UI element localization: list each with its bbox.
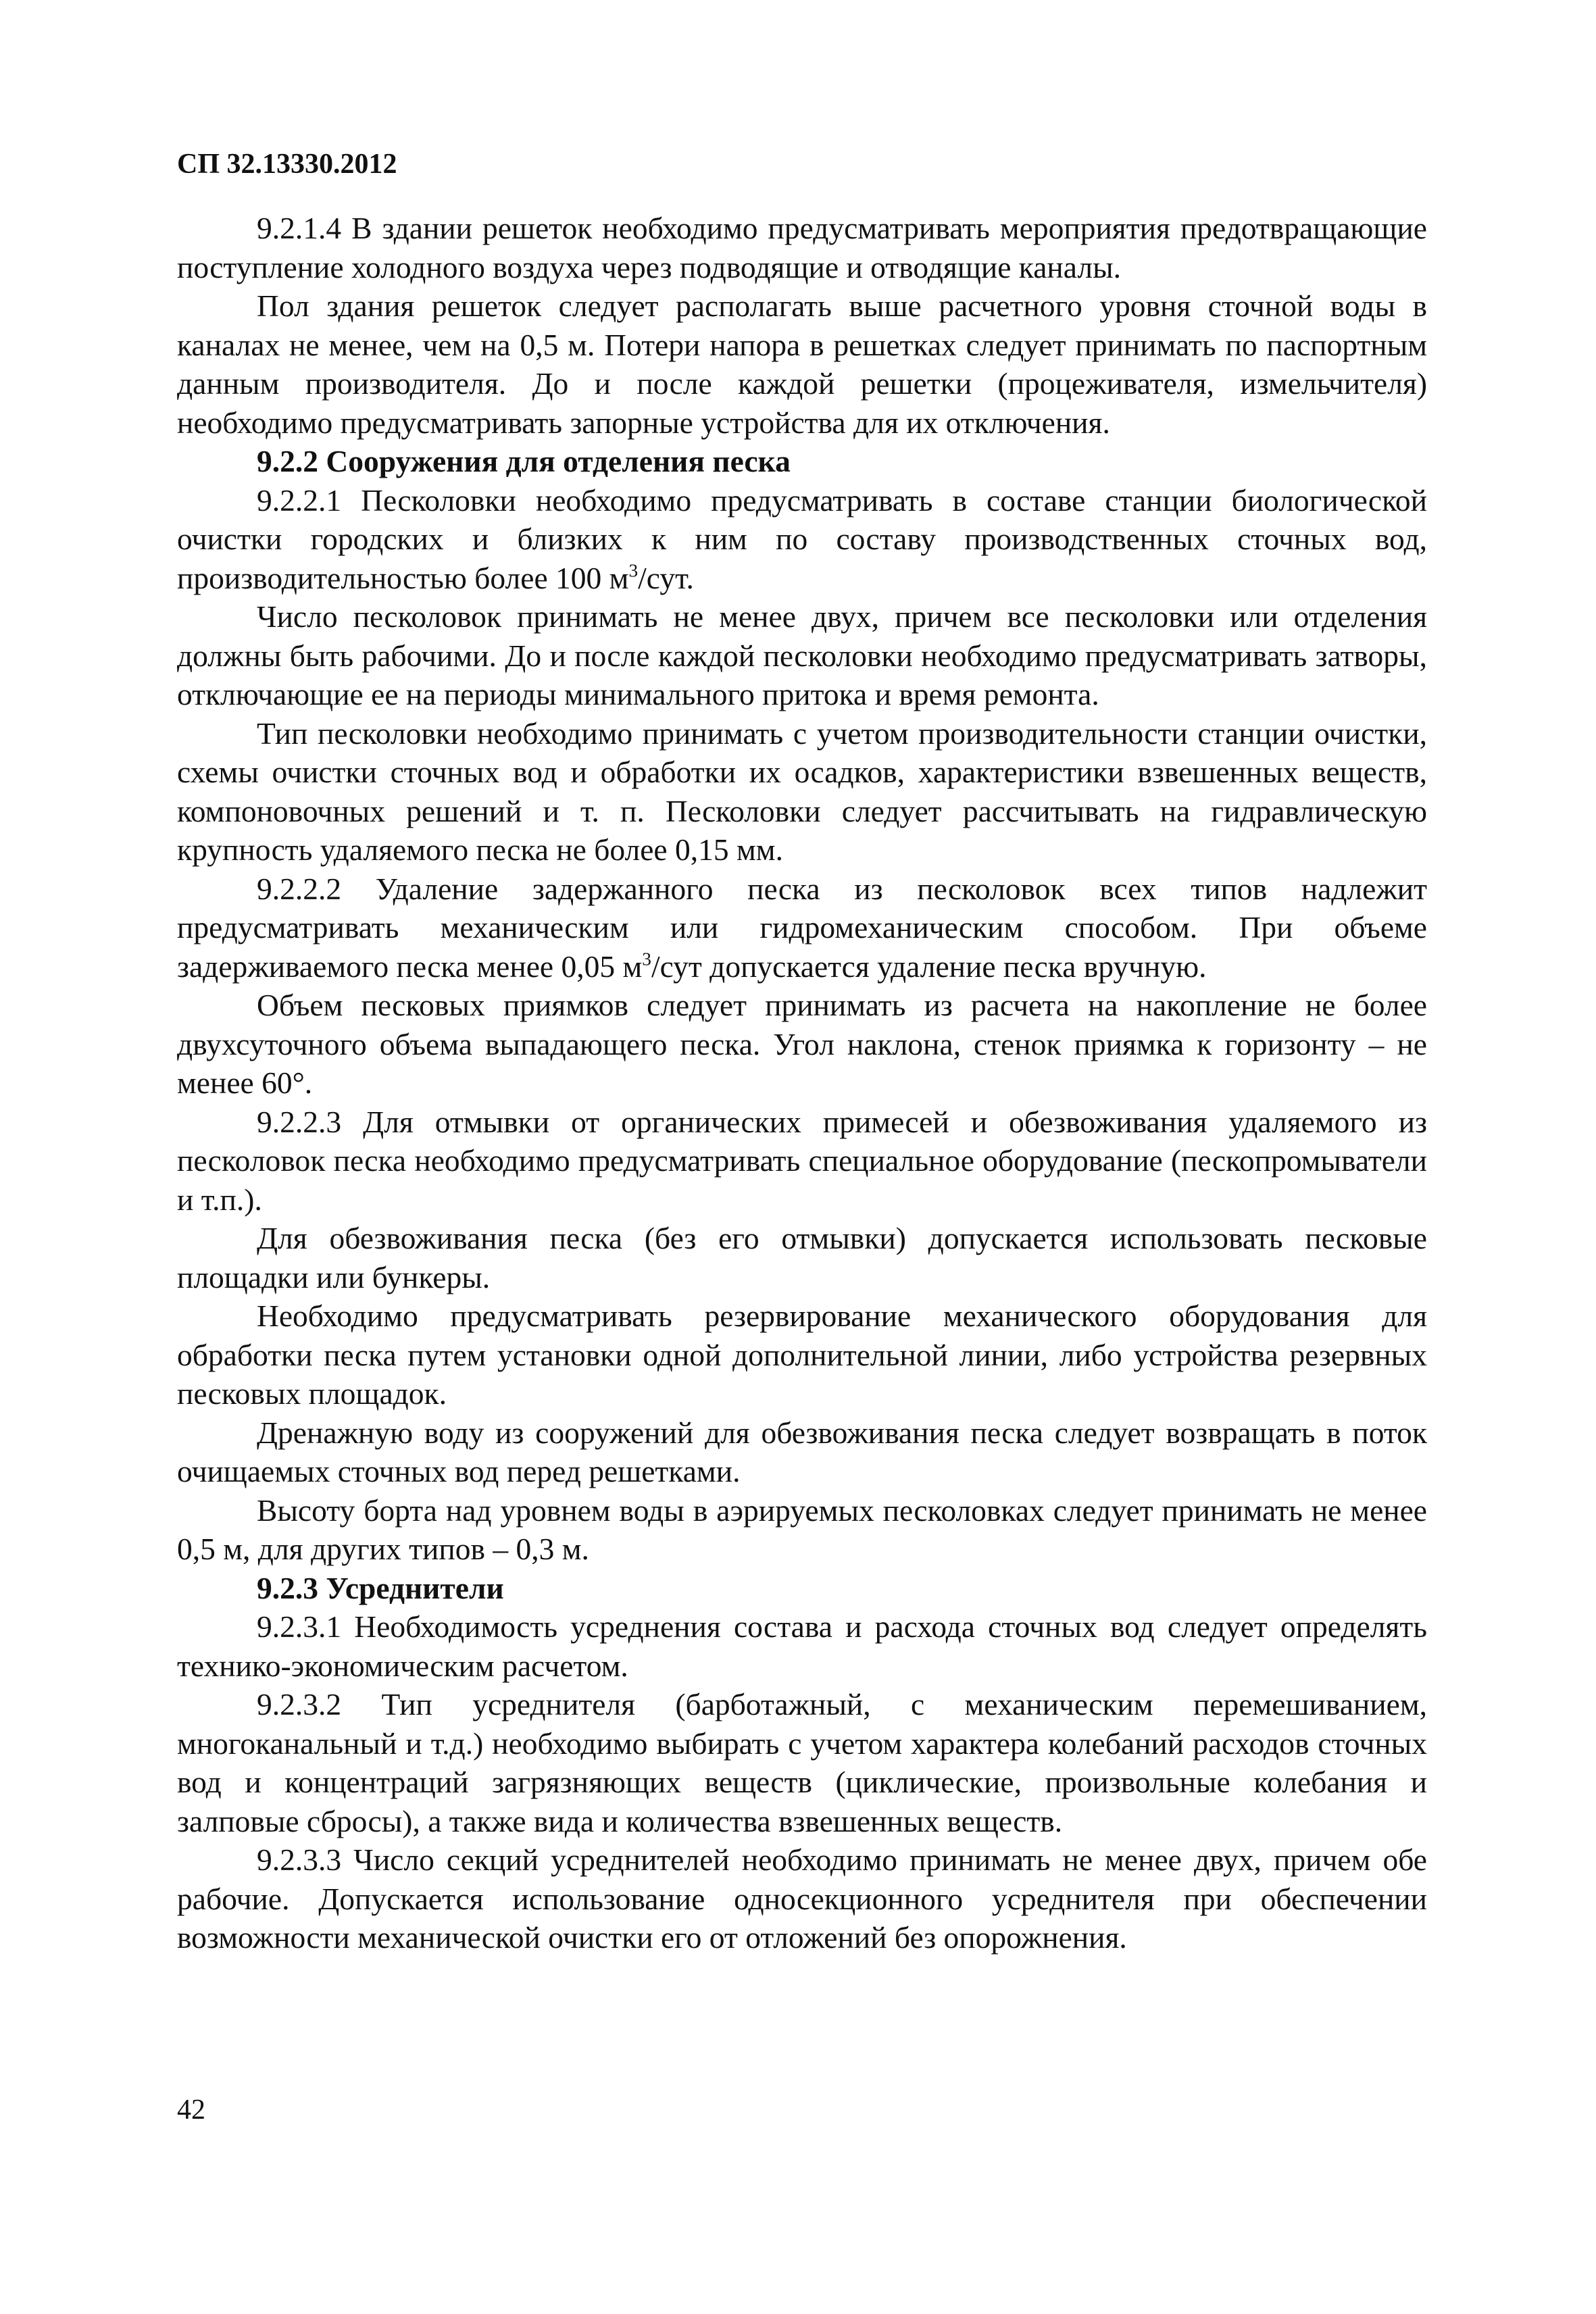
- section-heading: 9.2.2 Сооружения для отделения песка: [257, 444, 791, 478]
- superscript: 3: [628, 559, 639, 580]
- paragraph: Высоту борта над уровнем воды в аэрируемых песколовках следует принимать не менее 0,5 м, для других типов – 0,3 м.: [177, 1492, 1427, 1566]
- page-number: 42: [177, 2094, 205, 2126]
- paragraph: Объем песковых приямков следует принимать из расчета на накопление не более двухсуточного объема выпадающего песка. Угол наклона, стенок приямка к горизонту – не менее 60°.: [177, 988, 1427, 1100]
- paragraph: 9.2.3.1 Необходимость усреднения состава и расхода сточных вод следует определять технико-экономическим расчетом.: [177, 1609, 1427, 1683]
- paragraph: 9.2.2.1 Песколовки необходимо предусматривать в составе станции биологической очистки городских и близких к ним по составу производственных сточных вод, производительностью более 100 $м^3$/сут.: [177, 482, 1427, 595]
- paragraph: 9.2.3.2 Тип усреднителя (барботажный, с механическим перемешиванием, многоканальный и т.д.) необходимо выбирать с учетом характера колебаний расходов сточных вод и концентраций загрязняющих веществ (циклические, произвольные колебания и залповые сбросы), а также вида и количества взвешенных веществ.: [177, 1687, 1427, 1838]
- document-body: [177, 209, 1427, 1957]
- section-heading: 9.2.3 Усреднители: [257, 1570, 504, 1605]
- paragraph: 9.2.3.3 Число секций усреднителей необходимо принимать не менее двух, причем обе рабочие. Допускается использование односекционного усреднителя при обеспечении возможности механической очистки его от отложений без опорожнения.: [177, 1842, 1427, 1955]
- paragraph: Для обезвоживания песка (без его отмывки) допускается использовать песковые площадки или бункеры.: [177, 1221, 1427, 1294]
- paragraph: Число песколовок принимать не менее двух, причем все песколовки или отделения должны быть рабочими. До и после каждой песколовки необходимо предусматривать затворы, отключающие ее на периоды минимального притока и время ремонта.: [177, 599, 1427, 711]
- document-page: [177, 145, 1427, 1957]
- paragraph: Пол здания решеток следует располагать выше расчетного уровня сточной воды в каналах не менее, чем на 0,5 м. Потери напора в решетках следует принимать по паспортным данным производителя. До и после каждой решетки (процеживателя, измельчителя) необходимо предусматривать запорные устройства для их отключения.: [177, 288, 1427, 440]
- paragraph: Тип песколовки необходимо принимать с учетом производительности станции очистки, схемы очистки сточных вод и обработки их осадков, характеристики взвешенных веществ, компоновочных решений и т. п. Песколовки следует рассчитывать на гидравлическую крупность удаляемого песка не более 0,15 мм.: [177, 715, 1427, 867]
- document-code-header: СП 32.13330.2012: [177, 149, 397, 180]
- superscript: 3: [642, 948, 651, 969]
- paragraph: 9.2.2.3 Для отмывки от органических примесей и обезвоживания удаляемого из песколовок песка необходимо предусматривать специальное оборудование (пескопромыватели и т.п.).: [177, 1104, 1427, 1217]
- paragraph: 9.2.1.4 В здании решеток необходимо предусматривать мероприятия предотвращающие поступление холодного воздуха через подводящие и отводящие каналы.: [177, 211, 1427, 284]
- paragraph: Необходимо предусматривать резервирование механического оборудования для обработки песка путем установки одной дополнительной линии, либо устройства резервных песковых площадок.: [177, 1299, 1427, 1411]
- paragraph: 9.2.2.2 Удаление задержанного песка из песколовок всех типов надлежит предусматривать механическим или гидромеханическим способом. При объеме задерживаемого песка менее 0,05 $м^3$/сут допускается удаление песка вручную.: [177, 871, 1427, 984]
- paragraph: Дренажную воду из сооружений для обезвоживания песка следует возвращать в поток очищаемых сточных вод перед решетками.: [177, 1415, 1427, 1488]
